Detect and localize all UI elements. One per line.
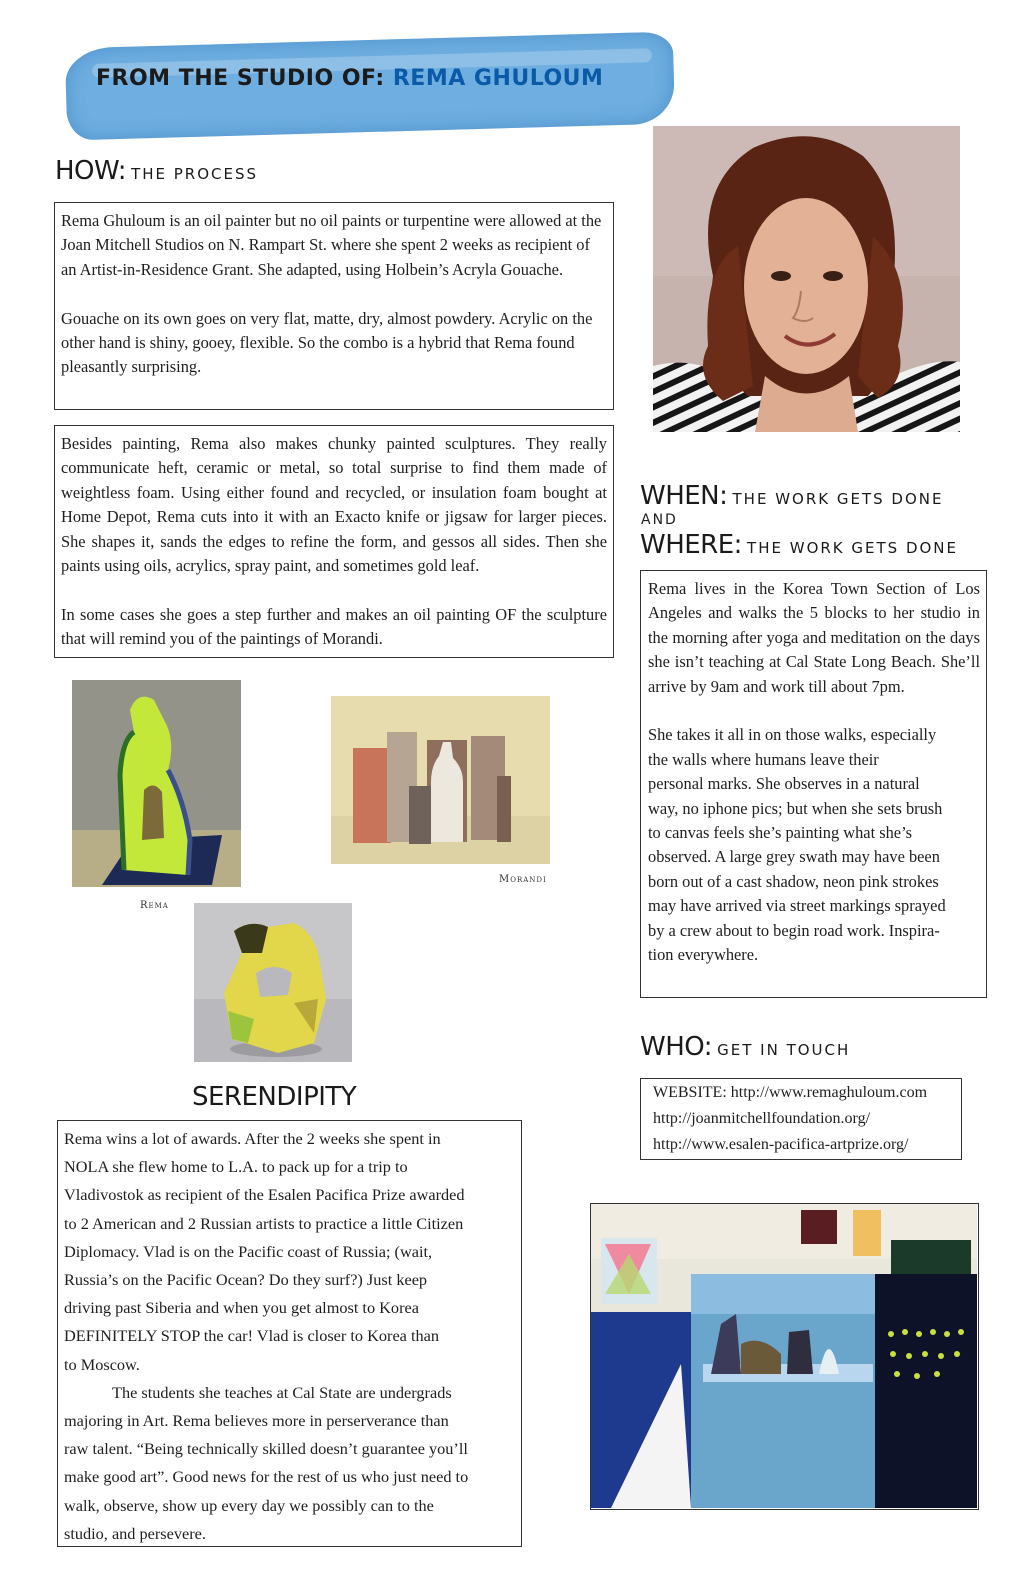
walk-line: She takes it all in on those walks, especially xyxy=(648,725,937,745)
contact-box xyxy=(640,1078,962,1160)
joan-mitchell-link[interactable]: http://joanmitchellfoundation.org/ xyxy=(653,1110,871,1127)
rema-caption: Rema xyxy=(140,900,169,911)
serendipity-line: to 2 American and 2 Russian artists to practice a little Citizen xyxy=(64,1213,464,1233)
walk-line: may have arrived via street markings sprayed xyxy=(648,896,946,916)
how-heading-big: HOW: xyxy=(55,156,126,186)
studio-painting-image xyxy=(590,1203,979,1510)
serendipity-line: Diplomacy. Vlad is on the Pacific coast of Russia; (wait, xyxy=(64,1241,433,1261)
artist-portrait-photo xyxy=(653,126,960,432)
when-paragraph-1: Rema lives in the Korea Town Section of Los Angeles and walks the 5 blocks to her studio in the morning after yoga and meditation on the days she isn’t teaching at Cal State Long Beach. She’ll arrive by 9am and work till about 7pm. xyxy=(648,579,980,696)
rema-painting-image xyxy=(72,680,241,887)
morandi-painting-image xyxy=(331,696,550,864)
serendipity-line: to Moscow. xyxy=(64,1354,140,1374)
serendipity-box xyxy=(57,1120,522,1547)
serendipity-line: NOLA she flew home to L.A. to pack up for a trip to xyxy=(64,1157,408,1177)
where-heading xyxy=(640,530,958,560)
process-paragraph-2: Gouache on its own goes on very flat, matte, dry, almost powdery. Acrylic on the other hand is shiny, gooey, flexible. So the combo is a hybrid that Rema found pleasantly surprising. xyxy=(61,308,593,377)
walk-line: born out of a cast shadow, neon pink strokes xyxy=(648,871,939,891)
where-heading-big: WHERE: xyxy=(640,530,742,560)
sculpture-box xyxy=(54,425,614,658)
when-heading-small: THE WORK GETS DONE xyxy=(732,490,944,508)
serendipity-heading: SERENDIPITY xyxy=(192,1082,357,1112)
who-heading xyxy=(640,1032,850,1062)
serendipity-line: Rema wins a lot of awards. After the 2 weeks she spent in xyxy=(64,1129,441,1148)
walk-line: tion everywhere. xyxy=(648,945,759,965)
how-heading-small: THE PROCESS xyxy=(131,165,259,183)
esalen-prize-link[interactable]: http://www.esalen-pacifica-artprize.org/ xyxy=(653,1136,909,1153)
walk-line: by a crew about to begin road work. Inspira- xyxy=(648,920,940,940)
how-heading xyxy=(55,156,258,186)
serendipity-line: Russia’s on the Pacific Ocean? Do they surf?) Just keep xyxy=(64,1270,428,1290)
serendipity-line: Vladivostok as recipient of the Esalen Pacifica Prize awarded xyxy=(64,1185,465,1205)
sculpture-photo-image xyxy=(194,903,352,1062)
serendipity-line: make good art”. Good news for the rest of us who just need to xyxy=(64,1467,469,1487)
who-heading-big: WHO: xyxy=(640,1032,713,1062)
walk-line: personal marks. She observes in a natural xyxy=(648,774,920,794)
serendipity-line: The students she teaches at Cal State are undergrads xyxy=(112,1382,452,1402)
serendipity-line: DEFINITELY STOP the car! Vlad is closer to Korea than xyxy=(64,1326,440,1346)
walk-line: the walls where humans leave their xyxy=(648,749,879,769)
serendipity-line: studio, and persevere. xyxy=(64,1523,206,1543)
and-word: AND xyxy=(641,512,678,528)
walk-line: to canvas feels she’s painting what she’s xyxy=(648,823,913,843)
serendipity-line: majoring in Art. Rema believes more in perserverance than xyxy=(64,1411,449,1431)
serendipity-paragraph-1 xyxy=(64,1125,513,1379)
process-paragraph-1: Rema Ghuloum is an oil painter but no oil paints or turpentine were allowed at the Joan Mitchell Studios on N. Rampart St. where she spent 2 weeks as recipient of an Artist-in-Residence Grant. She adapted, using Holbein’s Acryla Gouache. xyxy=(61,211,602,279)
website-link[interactable]: WEBSITE: http://www.remaghuloum.com xyxy=(653,1084,928,1101)
walk-line: way, no iphone pics; but when she sets brush xyxy=(648,798,943,818)
where-heading-small: THE WORK GETS DONE xyxy=(747,539,959,557)
who-heading-small: GET IN TOUCH xyxy=(717,1041,851,1059)
serendipity-line: raw talent. “Being technically skilled doesn’t guarantee you’ll xyxy=(64,1439,468,1459)
when-where-box xyxy=(640,570,987,998)
walk-line: observed. A large grey swath may have been xyxy=(648,847,940,867)
page-title xyxy=(96,66,676,100)
sculpture-paragraph-2: In some cases she goes a step further and makes an oil painting OF the sculpture that will remind you of the paintings of Morandi. xyxy=(61,604,607,649)
process-box xyxy=(54,202,614,410)
walk-paragraph xyxy=(648,723,980,967)
title-prefix: FROM THE STUDIO OF: xyxy=(96,66,385,91)
serendipity-paragraph-2 xyxy=(64,1379,513,1548)
sculpture-paragraph-1: Besides painting, Rema also makes chunky painted sculptures. They really communicate heft, ceramic or metal, so total surprise to find them made of weightless foam. Using either found and recycled, or insulation foam bought at Home Depot, Rema cuts into it with an Exacto knife or jigsaw for larger pieces. She shapes it, sands the edges to refine the form, and gessos all sides. Then she paints using oils, acrylics, spray paint, and sometimes gold leaf. xyxy=(61,434,607,576)
morandi-caption: Morandi xyxy=(499,874,547,885)
when-heading xyxy=(640,481,943,511)
artist-name: REMA GHULOUM xyxy=(392,66,604,91)
serendipity-line: walk, observe, show up every day we possibly can to the xyxy=(64,1495,434,1515)
when-heading-big: WHEN: xyxy=(640,481,728,511)
serendipity-line: driving past Siberia and when you get almost to Korea xyxy=(64,1298,419,1318)
